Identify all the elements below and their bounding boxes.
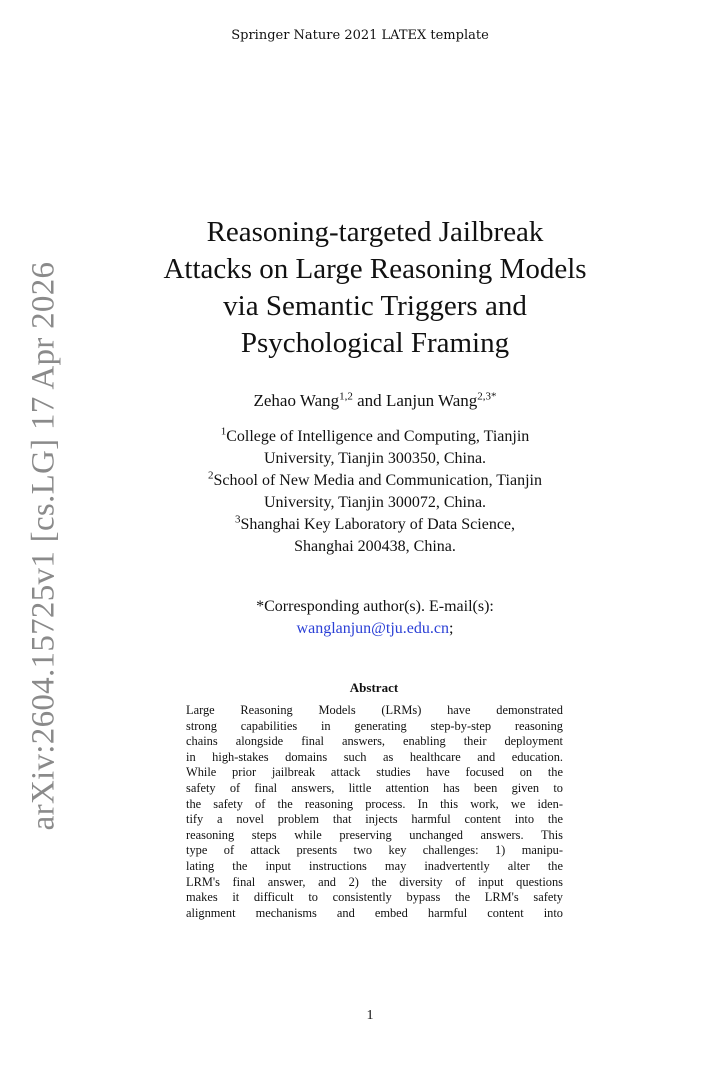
abstract-heading: Abstract <box>349 680 399 695</box>
abstract-line: strong capabilities in generating step-by-step reasoning <box>186 718 563 733</box>
author-name: Zehao Wang <box>253 391 340 410</box>
email-link[interactable]: wanglanjun@tju.edu.cn <box>296 620 450 637</box>
correspondence-email-line <box>160 618 590 640</box>
abstract-line: lating the input instructions may inadvertently alter the <box>186 858 563 873</box>
affiliation-mark: 3 <box>234 513 241 526</box>
affiliation-text: Shanghai Key Laboratory of Data Science, <box>240 516 516 533</box>
abstract-line: chains alongside final answers, enabling their deployment <box>186 734 563 749</box>
affiliation-mark: 2 <box>208 469 214 482</box>
abstract-line: safety of final answers, little attention has been given to <box>186 780 563 795</box>
author-list <box>160 391 590 411</box>
affiliation-line <box>160 470 590 492</box>
author-affiliation-mark: 1,2 <box>339 390 353 403</box>
abstract-text <box>186 703 563 921</box>
email-suffix: ; <box>449 620 454 637</box>
affiliation-line <box>160 426 590 448</box>
title-line: Attacks on Large Reasoning Models <box>163 253 587 285</box>
correspondence-label: *Corresponding author(s). E-mail(s): <box>256 598 494 615</box>
abstract-line: the safety of the reasoning process. In this work, we iden- <box>186 796 563 811</box>
title-line: via Semantic Triggers and <box>223 290 527 322</box>
page-number: 1 <box>366 1008 374 1023</box>
correspondence-block <box>160 596 590 640</box>
running-header: Springer Nature 2021 LATEX template <box>231 28 489 43</box>
abstract-line: alignment mechanisms and embed harmful content into <box>186 905 563 920</box>
abstract-line: Large Reasoning Models (LRMs) have demonstrated <box>186 703 563 717</box>
author-name: Lanjun Wang <box>385 391 478 410</box>
paper-title <box>160 214 590 362</box>
author-joiner: and <box>352 391 386 410</box>
affiliation-line: University, Tianjin 300350, China. <box>263 450 487 467</box>
title-line: Reasoning-targeted Jailbreak <box>206 216 544 248</box>
author-affiliation-mark: 2,3* <box>477 390 497 403</box>
affiliation-line: University, Tianjin 300072, China. <box>263 494 487 511</box>
abstract-line: tify a novel problem that injects harmful content into the <box>186 812 563 827</box>
abstract-line: LRM's final answer, and 2) the diversity of input questions <box>186 874 563 889</box>
title-line: Psychological Framing <box>240 327 510 359</box>
affiliation-text: College of Intelligence and Computing, Tianjin <box>226 428 530 445</box>
affiliation-line <box>160 514 590 536</box>
arxiv-identifier: arXiv:2604.15725v1 [cs.LG] 17 Apr 2026 <box>25 261 62 831</box>
abstract-line: type of attack presents two key challenges: 1) manipu- <box>186 843 563 858</box>
abstract-line: makes it difficult to consistently bypass the LRM's safety <box>186 890 563 905</box>
affiliation-text: School of New Media and Communication, Tianjin <box>213 472 542 489</box>
affiliation-line: Shanghai 200438, China. <box>294 538 456 555</box>
abstract-line: reasoning steps while preserving unchanged answers. This <box>186 827 563 842</box>
abstract-line: in high-stakes domains such as healthcare and education. <box>186 749 563 764</box>
affiliation-mark: 1 <box>220 425 227 438</box>
abstract-line: While prior jailbreak attack studies have focused on the <box>186 765 563 780</box>
affiliation-list <box>160 426 590 558</box>
